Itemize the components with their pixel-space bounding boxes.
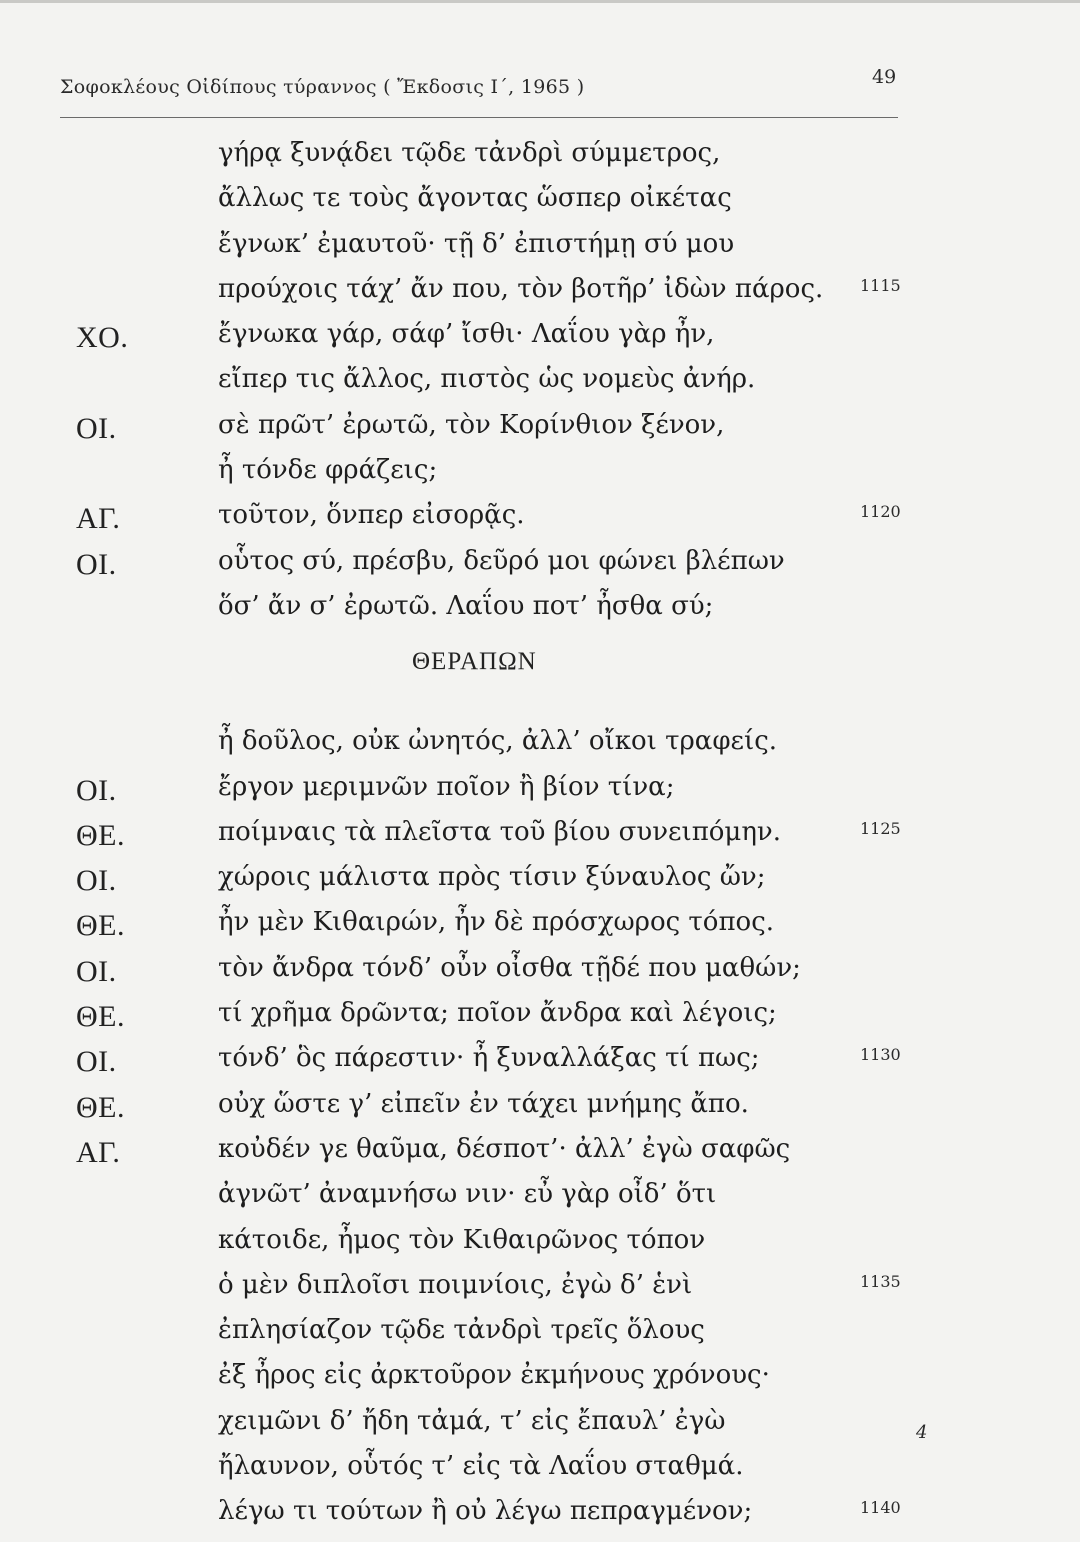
verse-line	[0, 1179, 1080, 1224]
verse-text: ἔγνωκ’ ἐμαυτοῦ· τῇ δ’ ἐπιστήμῃ σύ μου	[218, 228, 735, 259]
verse-text: ὅσ’ ἄν σ’ ἐρωτῶ. Λαΐου ποτ’ ἦσθα σύ;	[218, 590, 714, 621]
running-head: Σοφοκλέους Οἰδίπους τύραννος ( Ἔκδοσις Ι΄, 1965 )	[60, 76, 585, 98]
verse-text: ἔγνωκα γάρ, σάφ’ ἴσθι· Λαΐου γὰρ ἦν,	[218, 319, 715, 350]
verse-line	[0, 410, 1080, 455]
character-heading	[0, 636, 1080, 726]
speaker-label: ΟΙ.	[76, 864, 117, 898]
verse-line	[0, 772, 1080, 817]
speaker-label: ΟΙ.	[76, 411, 117, 445]
verse-text: τὸν ἄνδρα τόνδ’ οὖν οἶσθα τῇδέ που μαθών;	[218, 952, 801, 983]
verse-line	[0, 1451, 1080, 1496]
speaker-label: ΧΟ.	[76, 321, 129, 355]
verse-text: ἀγνῶτ’ ἀναμνήσω νιν· εὖ γὰρ οἶδ’ ὅτι	[218, 1179, 717, 1210]
speaker-label: ΟΙ.	[76, 773, 117, 807]
verse-text: ἔργον μεριμνῶν ποῖον ἢ βίον τίνα;	[218, 771, 675, 802]
verse-line	[0, 1225, 1080, 1270]
verse-text: ἄλλως τε τοὺς ἄγοντας ὥσπερ οἰκέτας	[218, 183, 732, 214]
verse-text: ἐξ ἦρος εἰς ἀρκτοῦρον ἐκμήνους χρόνους·	[218, 1360, 770, 1391]
verse-line	[0, 500, 1080, 545]
verse-block	[0, 138, 1080, 1542]
verse-text: γήρᾳ ξυνᾴδει τῷδε τἀνδρὶ σύμμετρος,	[218, 138, 721, 168]
verse-group-before	[0, 138, 1080, 636]
verse-group-after	[0, 726, 1080, 1541]
verse-line	[0, 319, 1080, 364]
speaker-label: ΘΕ.	[76, 1090, 125, 1124]
speaker-label: ΘΕ.	[76, 1000, 125, 1034]
verse-line	[0, 455, 1080, 500]
verse-text: ἦν μὲν Κιθαιρών, ἦν δὲ πρόσχωρος τόπος.	[218, 907, 775, 938]
line-number: 1120	[860, 502, 901, 522]
speaker-label: ΑΓ.	[76, 1135, 121, 1169]
line-number: 1115	[860, 275, 901, 295]
speaker-label: ΟΙ.	[76, 1045, 117, 1079]
verse-line	[0, 183, 1080, 228]
verse-line	[0, 1496, 1080, 1541]
verse-line	[0, 1089, 1080, 1134]
verse-text: ἐπλησίαζον τῷδε τἀνδρὶ τρεῖς ὅλους	[218, 1315, 705, 1346]
line-number: 1130	[860, 1045, 901, 1065]
verse-line	[0, 1315, 1080, 1360]
page-number: 49	[872, 66, 897, 88]
header-rule	[60, 117, 898, 118]
verse-text: κοὐδέν γε θαῦμα, δέσποτ’· ἀλλ’ ἐγὼ σαφῶς	[218, 1133, 791, 1164]
verse-text: κάτοιδε, ἦμος τὸν Κιθαιρῶνος τόπον	[218, 1224, 706, 1255]
verse-line	[0, 229, 1080, 274]
verse-text: ἦ δοῦλος, οὐκ ὠνητός, ἀλλ’ οἴκοι τραφείς.	[218, 726, 778, 757]
verse-line	[0, 862, 1080, 907]
verse-line	[0, 1043, 1080, 1088]
verse-text: ὁ μὲν διπλοῖσι ποιμνίοις, ἐγὼ δ’ ἑνὶ	[218, 1269, 693, 1300]
verse-text: ποίμναις τὰ πλεῖστα τοῦ βίου συνειπόμην.	[218, 816, 781, 847]
speaker-label: ΟΙ.	[76, 547, 117, 581]
verse-text: ἦ τόνδε φράζεις;	[218, 455, 438, 486]
verse-line	[0, 1134, 1080, 1179]
verse-text: προύχοις τάχ’ ἄν που, τὸν βοτῆρ’ ἰδὼν πάρος.	[218, 273, 824, 304]
verse-text: χώροις μάλιστα πρὸς τίσιν ξύναυλος ὤν;	[218, 862, 766, 893]
verse-text: λέγω τι τούτων ἢ οὐ λέγω πεπραγμένον;	[218, 1496, 753, 1527]
verse-text: οὗτος σύ, πρέσβυ, δεῦρό μοι φώνει βλέπων	[218, 545, 785, 576]
verse-line	[0, 907, 1080, 952]
signature-mark: 4	[916, 1422, 928, 1443]
speaker-label: ΘΕ.	[76, 909, 125, 943]
verse-line	[0, 998, 1080, 1043]
speaker-label: ΘΕ.	[76, 818, 125, 852]
verse-line	[0, 726, 1080, 771]
speaker-label: ΑΓ.	[76, 502, 121, 536]
line-number: 1135	[860, 1271, 901, 1291]
verse-line	[0, 138, 1080, 183]
verse-text: σὲ πρῶτ’ ἐρωτῶ, τὸν Κορίνθιον ξένον,	[218, 409, 725, 440]
verse-line	[0, 274, 1080, 319]
verse-text: τόνδ’ ὃς πάρεστιν· ἦ ξυναλλάξας τί πως;	[218, 1043, 760, 1074]
line-number: 1125	[860, 818, 901, 838]
verse-line	[0, 546, 1080, 591]
verse-text: τί χρῆμα δρῶντα; ποῖον ἄνδρα καὶ λέγοις;	[218, 998, 777, 1029]
verse-line	[0, 817, 1080, 862]
verse-text: ἤλαυνον, οὗτός τ’ εἰς τὰ Λαΐου σταθμά.	[218, 1451, 744, 1482]
speaker-label: ΟΙ.	[76, 954, 117, 988]
verse-text: εἴπερ τις ἄλλος, πιστὸς ὡς νομεὺς ἀνήρ.	[218, 364, 756, 395]
line-number: 1140	[860, 1498, 901, 1518]
verse-line	[0, 953, 1080, 998]
verse-text: οὐχ ὥστε γ’ εἰπεῖν ἐν τάχει μνήμης ἄπο.	[218, 1088, 749, 1119]
verse-line	[0, 1270, 1080, 1315]
verse-text: χειμῶνι δ’ ἤδη τἀμά, τ’ εἰς ἔπαυλ’ ἐγὼ	[218, 1405, 726, 1436]
verse-text: τοῦτον, ὅνπερ εἰσορᾷς.	[218, 500, 525, 531]
verse-line	[0, 364, 1080, 409]
verse-line	[0, 591, 1080, 636]
character-heading-text: ΘΕΡΑΠΩΝ	[412, 648, 537, 676]
verse-line	[0, 1360, 1080, 1405]
